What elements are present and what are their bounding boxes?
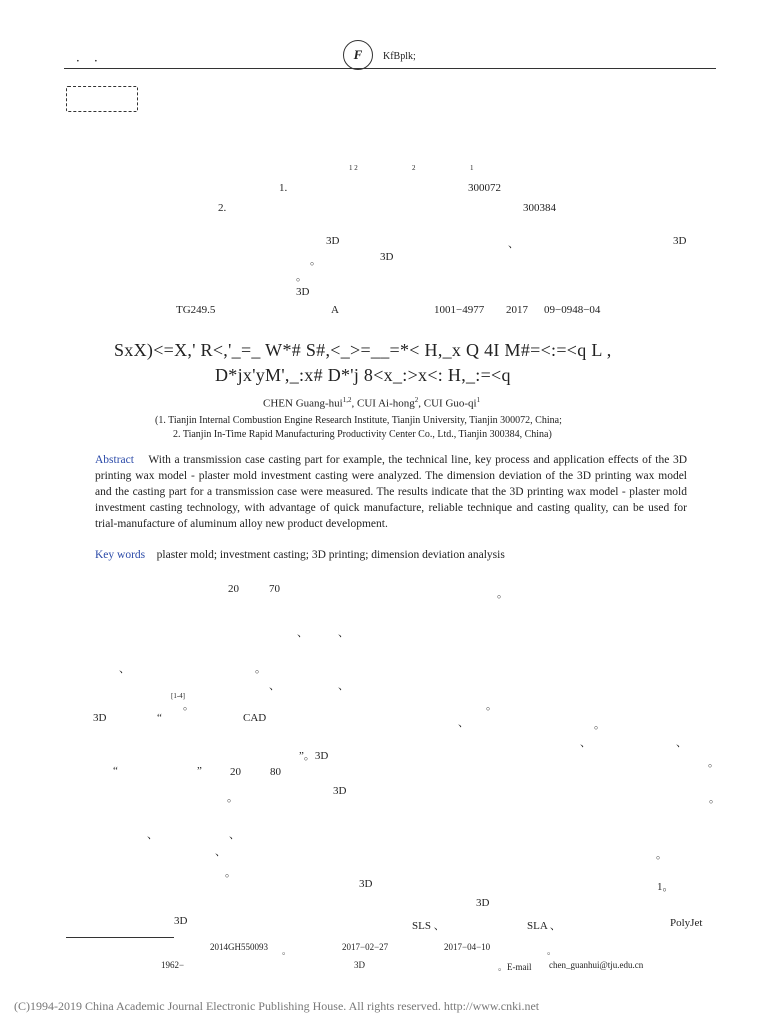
title-en-line-1: SxX)<=X,' R<,'_=_ W*# S#,<_>=__=*< H,_x Q 4I M#=<:=<q L , [114,340,612,360]
body-frag: ”。3D [299,750,329,762]
body-frag: 。 [227,792,238,804]
author-name: CUI Guo-qi [423,397,477,410]
affiliation-cn-num-2: 2. [218,202,227,214]
body-frag: 、 [269,680,280,692]
body-frag: “ [157,712,162,724]
footnote-frag: 。 [547,946,557,956]
body-frag: 。 [497,588,508,600]
body-frag: “ [113,765,118,777]
journal-logo-icon [343,40,373,70]
author-ref-2: 2 [412,164,416,172]
citation-ref: [1-4] [171,692,185,700]
keywords-label: Key words [95,549,146,561]
abstract-text: With a transmission case casting part for example, the technical line, key process and application effects of the 3D printing wax model - plaster mold investment casting were analyzed. The dimension deviation of the 3D printing wax model and the casting part for a transmission case were measured. The results indicate that the 3D printing wax model - plaster mold investment casting technology, with advantage of quick manufacture, reliable technique and casting quality, can be used for trial-manufacture of aluminum alloy new product development. [95,454,688,530]
body-frag: 1。 [657,881,674,893]
author-sup: 1 [476,396,481,404]
body-frag: 3D [476,897,490,909]
author-name: CHEN Guang-hui [263,397,343,410]
affiliation-en-line-1: (1. Tianjin Internal Combustion Engine Research Institute, Tianjin University, Tianjin 300072, China; [155,415,562,426]
cn-abstract-frag: 3D [326,235,340,247]
issue-pages: 09−0948−04 [544,304,601,316]
body-frag: 3D [333,785,347,797]
cn-abstract-frag: 、 [508,238,519,250]
keywords-text: plaster mold; investment casting; 3D printing; dimension deviation analysis [156,549,505,561]
author-email[interactable]: chen_guanhui@tju.edu.cn [549,960,644,970]
received-date: 2017−02−27 [342,942,389,952]
cn-keywords-frag: 3D [296,286,310,298]
body-frag: 。 [183,700,194,712]
affiliation-cn-num-1: 1. [279,182,288,194]
cn-abstract-frag: 3D [380,251,394,263]
body-frag: 。 [225,867,236,879]
footnote-rule [66,937,174,938]
body-frag: 20 [230,766,241,778]
body-frag: 、 [458,717,469,729]
footnote-frag: 3D [354,960,365,970]
author-ref-1: 1 2 [349,164,358,172]
abstract-label: Abstract [95,454,134,466]
affiliation-cn-code-1: 300072 [468,182,501,194]
document-code: A [331,304,339,316]
logo-letter: F [353,47,363,62]
body-frag: 。 [255,663,266,675]
author-sup: 2 [414,396,419,404]
body-frag: 。 [486,700,497,712]
body-frag: 。 [656,849,667,861]
cn-abstract-frag: 。 [310,255,321,267]
body-frag: CAD [243,712,267,724]
body-frag: 、 [580,737,591,749]
column-label-box [66,86,138,112]
body-frag: 、 [147,829,158,841]
body-frag: 20 [228,583,239,595]
cn-abstract-frag: 3D [673,235,687,247]
body-frag: 3D [93,712,107,724]
abstract-en [95,452,687,532]
body-frag: 、 [297,627,308,639]
journal-code: KfBplk; [383,51,416,62]
pub-year: 2017 [506,304,528,316]
copyright-notice: (C)1994-2019 China Academic Journal Electronic Publishing House. All rights reserved. http://www.cnki.net [14,999,540,1013]
body-frag: ” [197,765,202,777]
body-frag: 、 [676,737,687,749]
body-frag: 。 [709,793,720,805]
clc-number: TG249.5 [176,304,216,316]
keywords-en [95,549,505,561]
author-name: CUI Ai-hong [357,397,415,410]
fund-number: 2014GH550093 [210,942,268,952]
author-ref-3: 1 [470,164,474,172]
body-frag: SLS 、 [412,920,445,932]
revised-date: 2017−04−10 [444,942,491,952]
header-dots: ． ． [76,50,107,64]
body-frag: 80 [270,766,281,778]
body-frag: 、 [338,680,349,692]
email-label: 。E-mail [498,962,532,972]
body-frag: SLA 、 [527,920,561,932]
issn: 1001−4977 [434,304,485,316]
body-frag: 、 [119,663,130,675]
body-frag: 3D [174,915,188,927]
body-frag: 3D [359,878,373,890]
authors-en: CHEN Guang-hui$^{1,2}$, CUI Ai-hong$^2$, CUI Guo-$qi^1$ [263,396,481,410]
header-rule [64,68,716,69]
body-frag: 。 [594,719,605,731]
body-frag: 、 [229,829,240,841]
affiliation-cn-code-2: 300384 [523,202,556,214]
author-sup: 1,2 [342,396,352,404]
body-frag: 。 [708,757,719,769]
body-frag: PolyJet [670,917,703,929]
cn-abstract-frag: 。 [296,271,307,283]
title-en-line-2: D*jx'yM',_:x# D*'j 8<x_:>x<: H,_:=<q [215,365,511,385]
body-frag: 70 [269,583,280,595]
footnote-frag: 。 [282,946,292,956]
body-frag: 、 [338,627,349,639]
author-birth: 1962− [161,960,185,970]
body-frag: 、 [215,846,226,858]
affiliation-en-line-2: 2. Tianjin In-Time Rapid Manufacturing Productivity Center Co., Ltd., Tianjin 300384, China) [173,429,552,440]
